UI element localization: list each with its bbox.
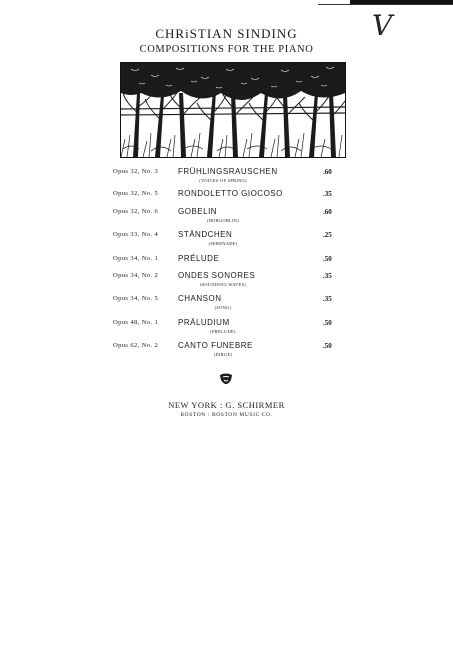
work-translation: (HOBGOBLIN) [206,218,240,223]
opus-number: Opus 34, No. 2 [113,272,159,279]
work-row-9 [0,342,453,364]
work-price: .60 [323,208,332,216]
work-price: .35 [323,190,332,198]
work-title: ONDES SONORES [178,271,256,280]
opus-number: Opus 33, No. 4 [113,231,159,238]
work-translation: (VOICES OF SPRING) [199,178,247,183]
work-row-7 [0,295,453,317]
top-edge-line [318,4,453,5]
opus-number: Opus 32, No. 3 [113,168,159,175]
work-title: PRÄLUDIUM [178,318,230,327]
work-title: RONDOLETTO GIOCOSO [178,189,283,198]
work-row-6 [0,272,453,294]
work-price: .35 [323,295,332,303]
work-price: .50 [323,342,332,350]
publisher-emblem-icon [218,372,234,388]
work-title: FRÜHLINGSRAUSCHEN [178,167,278,176]
work-row-8 [0,319,453,341]
collection-subtitle: COMPOSITIONS FOR THE PIANO [139,44,314,55]
work-translation: (SERENADE) [208,241,238,246]
opus-number: Opus 34, No. 5 [113,295,159,302]
work-row-3 [0,208,453,230]
work-price: .35 [323,272,332,280]
work-title: PRÉLUDE [178,254,220,263]
work-translation: (SOUNDING WAVES) [199,282,247,287]
composer-name: CHRiSTIAN SINDING [155,26,298,41]
forest-engraving [120,62,346,158]
work-title: GOBELIN [178,207,218,216]
publisher-name: NEW YORK : G. SCHIRMER [168,400,285,410]
work-title: CANTO FUNEBRE [178,341,253,350]
opus-number: Opus 34, No. 1 [113,255,159,262]
work-row-1 [0,168,453,190]
work-price: .50 [323,255,332,263]
work-translation: (PRELUDE) [210,329,236,334]
work-price: .60 [323,168,332,176]
work-translation: (DIRGE) [213,352,233,357]
work-translation: (SONG) [214,305,232,310]
publisher-location: BOSTON : BOSTON MUSIC CO. [180,412,273,418]
work-title: CHANSON [178,294,222,303]
work-price: .50 [323,319,332,327]
work-price: .25 [323,231,332,239]
opus-number: Opus 32, No. 5 [113,190,159,197]
work-title: STÄNDCHEN [178,230,233,239]
opus-number: Opus 48, No. 1 [113,319,159,326]
opus-number: Opus 62, No. 2 [113,342,159,349]
work-row-4 [0,231,453,253]
handwritten-note: V [372,9,393,42]
opus-number: Opus 32, No. 6 [113,208,159,215]
